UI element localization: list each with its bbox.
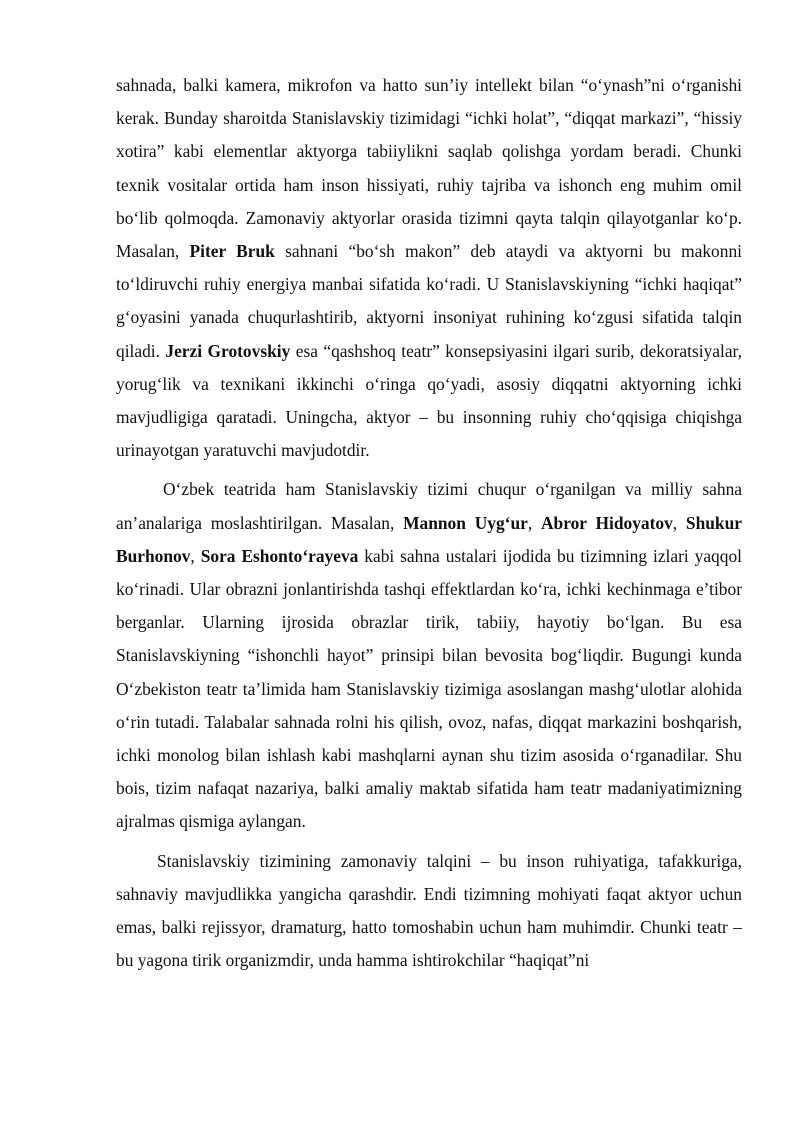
paragraph-text: esa “qashshoq teatr” konsepsiyasini ilgari surib, dekoratsiyalar, yorug‘lik va texnikani ikkinchi o‘ringa qo‘yadi, asosiy diqqatni aktyorning ichki mavjudligiga qaratadi. Uningcha, aktyor – bu insonning ruhiy cho‘qqisiga chiqishga urinayotgan yaratuvchi mavjudotdir. <box>116 340 742 461</box>
paragraph-text: Stanislavskiy tizimining zamonaviy talqini – bu inson ruhiyatiga, tafakkuriga, sahnaviy mavjudlikka yangicha qarashdir. Endi tizimning mohiyati faqat aktyor uchun emas, balki rejissyor, dramaturg, hatto tomoshabin uchun ham muhimdir. Chunki teatr – bu yagona tirik organizmdir, unda hamma ishtirokchilar “haqiqat”ni <box>116 850 742 971</box>
paragraph-text: sahnani “bo‘sh makon” deb ataydi va aktyorni bu makonni to‘ldiruvchi ruhiy energiya manbai sifatida ko‘radi. U Stanislavskiyning “ichki haqiqat” g‘oyasini yanada chuqurlashtirib, aktyorni insoniyat ruhining ko‘zgusi sifatida talqin qiladi. <box>116 241 742 361</box>
paragraph-contemporary-reading <box>116 845 742 978</box>
name-shukur-burhonov: Shukur Burhonov <box>116 512 742 566</box>
name-sora-eshontorayeva: Sora Eshonto‘rayeva <box>200 545 359 566</box>
name-piter-bruk: Piter Bruk <box>189 241 275 262</box>
name-jerzi-grotovskiy: Jerzi Grotovskiy <box>165 340 291 361</box>
paragraph-uzbek-theatre <box>116 473 742 838</box>
name-abror-hidoyatov: Abror Hidoyatov <box>540 512 673 533</box>
paragraph-text: sahnada, balki kamera, mikrofon va hatto sun’iy intellekt bilan “o‘ynash”ni o‘rganishi kerak. Bunday sharoitda Stanislavskiy tizimidagi “ichki holat”, “diqqat markazi”, “hissiy xotira” kabi elementlar aktyorga tabiiylikni saqlab qolishga yordam beradi. Chunki texnik vositalar ortida ham inson hissiyati, ruhiy tajriba va ishonch eng muhim omil bo‘lib qolmoqda. Zamonaviy aktyorlar orasida tizimni qayta talqin qilayotganlar ko‘p. Masalan, <box>116 75 742 262</box>
separator-text: , <box>672 512 686 533</box>
document-page <box>116 69 742 977</box>
separator-text: , <box>190 545 201 566</box>
paragraph-text: O‘zbek teatrida ham Stanislavskiy tizimi chuqur o‘rganilgan va milliy sahna an’analariga moslashtirilgan. Masalan, <box>116 479 742 533</box>
paragraph-modern-interpretations <box>116 69 742 467</box>
name-mannon-uygur: Mannon Uyg‘ur <box>403 512 528 533</box>
paragraph-text: kabi sahna ustalari ijodida bu tizimning izlari yaqqol ko‘rinadi. Ular obrazni jonlantirishda tashqi effektlardan ko‘ra, ichki kechinmaga e’tibor berganlar. Ularning ijrosida obrazlar tirik, tabiiy, hayotiy bo‘lgan. Bu esa Stanislavskiyning “ishonchli hayot” prinsipi bilan bevosita bog‘liqdir. Bugungi kunda O‘zbekiston teatr ta’limida ham Stanislavskiy tizimiga asoslangan mashg‘ulotlar alohida o‘rin tutadi. Talabalar sahnada rolni his qilish, ovoz, nafas, diqqat markazini boshqarish, ichki monolog bilan ishlash kabi mashqlarni aynan shu tizim asosida o‘rganadilar. Shu bois, tizim nafaqat nazariya, balki amaliy maktab sifatida ham teatr madaniyatimizning ajralmas qismiga aylangan. <box>116 545 742 832</box>
separator-text: , <box>527 512 541 533</box>
